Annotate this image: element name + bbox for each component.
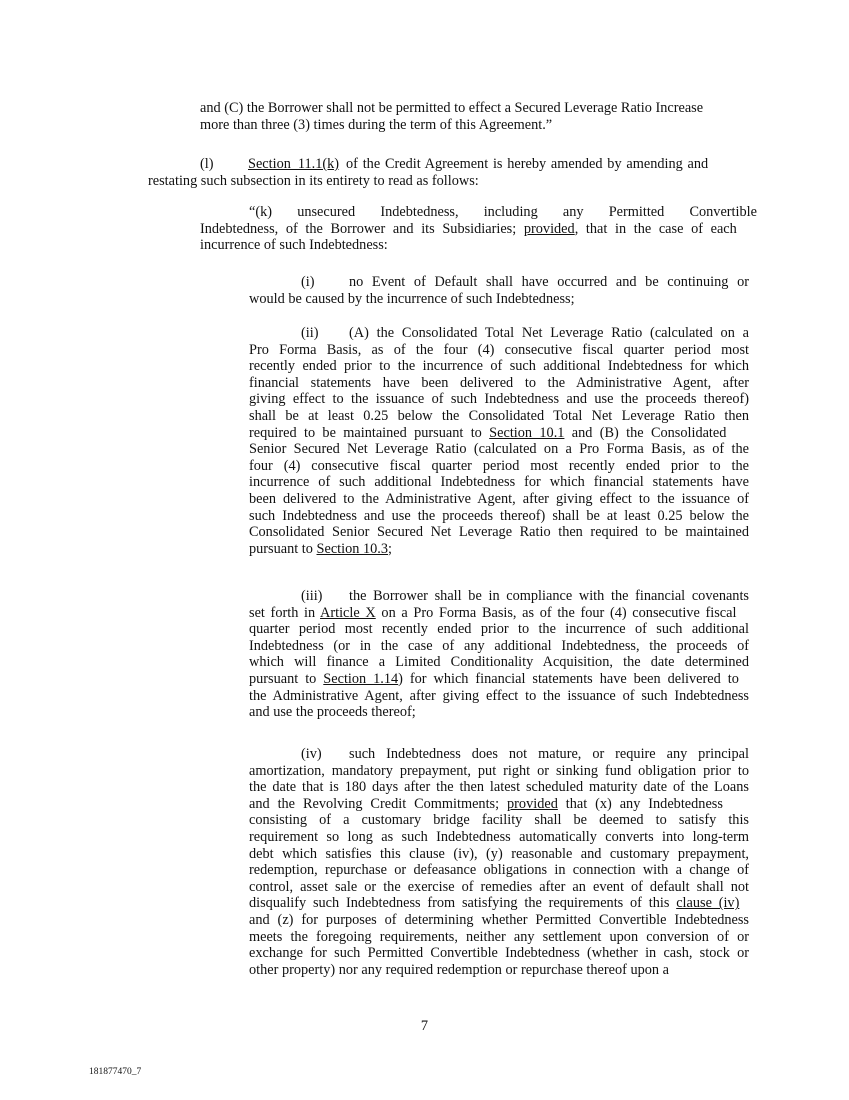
text-span: the Borrower shall be in compliance with the financial covenants — [349, 588, 749, 604]
text-line: incurrence of such additional Indebtedness for which financial statements have — [249, 474, 749, 491]
text-line: and (C) the Borrower shall not be permitted to effect a Secured Leverage Ratio Increase — [200, 100, 704, 116]
section-reference: Section 10.1 — [489, 424, 565, 441]
text-line: been delivered to the Administrative Agent, after giving effect to the issuance of — [249, 490, 749, 507]
text-span: pursuant to — [249, 540, 313, 557]
clause-k-paragraph — [200, 204, 757, 254]
item-iii — [249, 588, 749, 721]
text-line: giving effect to the issuance of such Indebtedness and use the proceeds thereof) — [249, 391, 749, 408]
text-line: Indebtedness (or in the case of any additional Indebtedness, the proceeds of — [249, 637, 749, 654]
text-span: no Event of Default shall have occurred and be continuing or — [349, 274, 749, 290]
paragraph-label: (l) — [200, 156, 214, 172]
text-line: control, asset sale or the exercise of remedies after an event of default shall not — [249, 878, 749, 895]
text-line — [249, 895, 749, 912]
text-line: Senior Secured Net Leverage Ratio (calculated on a Pro Forma Basis, as of the — [249, 441, 749, 458]
text-line: quarter period most recently ended prior to the incurrence of such additional — [249, 621, 749, 638]
text-line: the Administrative Agent, after giving effect to the issuance of such Indebtedness — [249, 687, 749, 704]
section-reference: Section 10.3 — [316, 540, 388, 557]
text-line: consisting of a customary bridge facility shall be deemed to satisfy this — [249, 812, 749, 829]
item-i — [249, 274, 749, 307]
text-span: ) for which financial statements have been delivered to — [398, 670, 739, 687]
intro-paragraph — [200, 100, 749, 133]
text-line: Pro Forma Basis, as of the four (4) consecutive fiscal quarter period most — [249, 341, 749, 358]
text-line: four (4) consecutive fiscal quarter period most recently ended prior to the — [249, 457, 749, 474]
amendment-paragraph-l — [148, 156, 749, 189]
text-line — [249, 746, 749, 763]
text-line — [249, 796, 749, 813]
text-line: exchange for such Permitted Convertible Indebtedness (whether in cash, stock or — [249, 945, 749, 962]
text-span: Indebtedness, of the Borrower and its Subsidiaries; — [200, 220, 517, 237]
text-line: more than three (3) times during the term of this Agreement.” — [200, 116, 553, 133]
item-label: (i) — [301, 274, 315, 290]
text-span: “(k) unsecured Indebtedness, including any Permitted Convertible — [249, 204, 757, 220]
text-line: recently ended prior to the incurrence of such additional Indebtedness for which — [249, 358, 749, 375]
text-span: on a Pro Forma Basis, as of the four (4) consecutive fiscal — [381, 604, 737, 621]
text-line: incurrence of such Indebtedness: — [200, 237, 388, 254]
provided-term: provided — [523, 220, 575, 237]
text-line — [249, 671, 749, 688]
section-reference: Section 1.14 — [323, 670, 399, 687]
text-span: and the Revolving Credit Commitments; — [249, 795, 500, 812]
text-line: such Indebtedness and use the proceeds thereof) shall be at least 0.25 below the — [249, 507, 749, 524]
text-line — [249, 325, 749, 342]
text-line: would be caused by the incurrence of such Indebtedness; — [249, 290, 575, 307]
item-iv — [249, 746, 749, 978]
text-span: and (B) the Consolidated — [571, 424, 727, 441]
text-span: that (x) any Indebtedness — [565, 795, 723, 812]
article-reference: Article X — [320, 604, 376, 621]
text-line — [148, 156, 749, 173]
text-line: Consolidated Senior Secured Net Leverage Ratio then required to be maintained — [249, 524, 749, 541]
section-reference: Section 11.1(k) — [248, 156, 340, 172]
text-line: which will finance a Limited Conditionality Acquisition, the date determined — [249, 654, 749, 671]
text-line — [249, 425, 749, 442]
text-line — [249, 588, 749, 605]
text-line: debt which satisfies this clause (iv), (y) reasonable and customary prepayment, — [249, 845, 749, 862]
provided-term: provided — [507, 795, 558, 812]
document-id: 181877470_7 — [89, 1067, 142, 1077]
item-ii — [249, 325, 749, 557]
text-line — [200, 221, 749, 238]
text-span: set forth in — [249, 604, 316, 621]
text-line: redemption, repurchase or defeasance obligations in connection with a change of — [249, 862, 749, 879]
clause-reference: clause (iv) — [676, 895, 740, 912]
text-line: amortization, mandatory prepayment, put right or sinking fund obligation prior to — [249, 762, 749, 779]
text-line — [249, 274, 749, 291]
text-line: other property) nor any required redemption or repurchase thereof upon a — [249, 961, 669, 978]
page-number: 7 — [420, 1018, 429, 1034]
text-line: the date that is 180 days after the then latest scheduled maturity date of the Loans — [249, 779, 749, 796]
item-label: (iv) — [301, 746, 322, 762]
text-span: , that in the case of each — [574, 220, 737, 237]
text-line: meets the foregoing requirements, neither any settlement upon conversion of or — [249, 928, 749, 945]
text-line: shall be at least 0.25 below the Consolidated Total Net Leverage Ratio then — [249, 407, 749, 424]
text-span: disqualify such Indebtedness from satisfying the requirements of this — [249, 895, 670, 912]
text-line: restating such subsection in its entirety to read as follows: — [148, 172, 479, 189]
text-line: financial statements have been delivered to the Administrative Agent, after — [249, 374, 749, 391]
text-span: ; — [388, 540, 392, 557]
text-line — [200, 204, 757, 221]
text-line: requirement so long as such Indebtedness automatically converts into long-term — [249, 828, 749, 845]
text-span: (A) the Consolidated Total Net Leverage Ratio (calculated on a — [349, 325, 749, 341]
text-line: and (z) for purposes of determining whether Permitted Convertible Indebtedness — [249, 911, 749, 928]
text-line — [249, 541, 749, 558]
item-label: (ii) — [301, 325, 319, 341]
text-line: and use the proceeds thereof; — [249, 704, 416, 721]
item-label: (iii) — [301, 588, 323, 604]
text-span: of the Credit Agreement is hereby amended by amending and — [346, 156, 709, 172]
text-span: such Indebtedness does not mature, or require any principal — [349, 746, 749, 762]
text-span: required to be maintained pursuant to — [249, 424, 482, 441]
text-line — [249, 605, 749, 622]
text-span: pursuant to — [249, 670, 317, 687]
